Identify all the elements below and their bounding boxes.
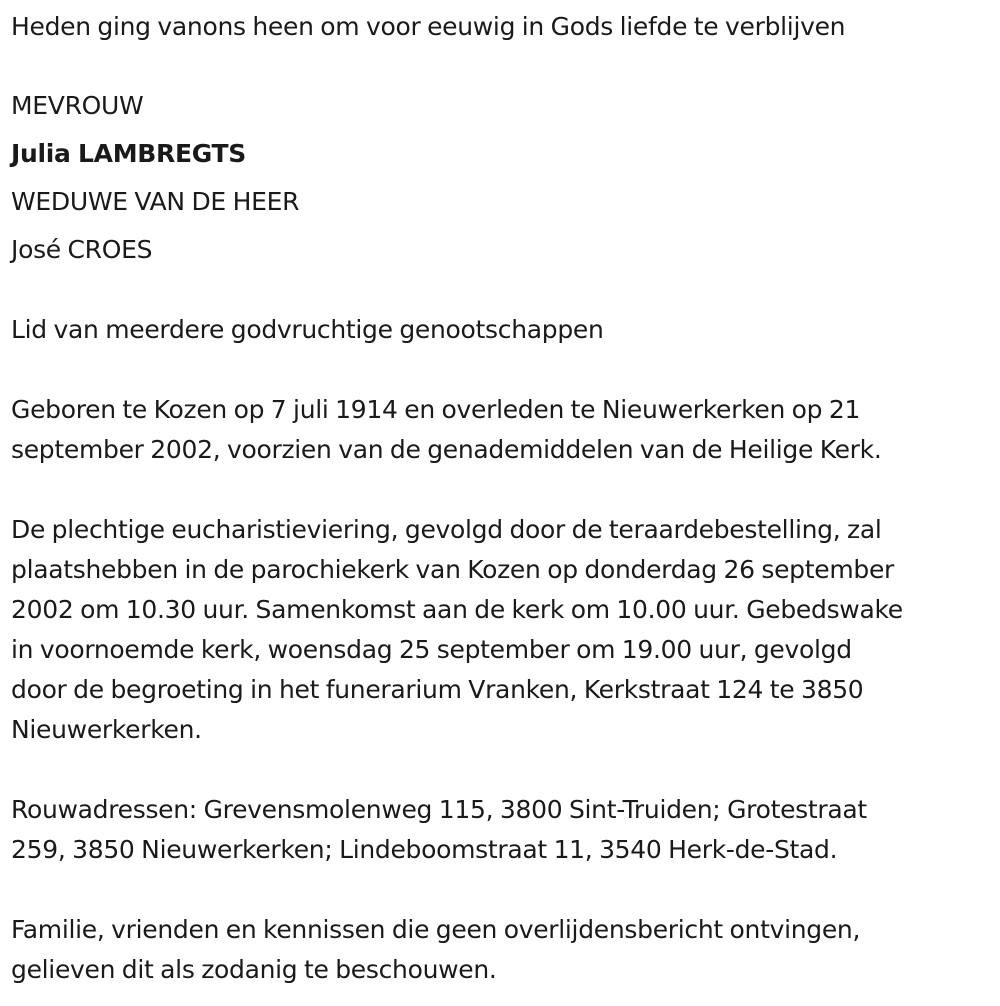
paragraph-line: Nieuwerkerken. — [11, 715, 202, 744]
paragraph-line: Familie, vrienden en kennissen die geen overlijdensbericht ontvingen, — [11, 915, 861, 944]
husband-name: José CROES — [11, 235, 153, 264]
paragraph-line: De plechtige eucharistieviering, gevolgd door de teraardebestelling, zal — [11, 515, 882, 544]
paragraph-line: plaatshebben in de parochiekerk van Kozen op donderdag 26 september — [11, 555, 895, 584]
deceased-name: Julia LAMBREGTS — [11, 139, 246, 168]
paragraph-line: door de begroeting in het funerarium Vranken, Kerkstraat 124 te 3850 — [11, 675, 864, 704]
funeral-service-paragraph — [11, 510, 996, 750]
paragraph-line: 259, 3850 Nieuwerkerken; Lindeboomstraat 11, 3540 Herk-de-Stad. — [11, 835, 838, 864]
paragraph-line: Rouwadressen: Grevensmolenweg 115, 3800 Sint-Truiden; Grotestraat — [11, 795, 867, 824]
paragraph-line: in voornoemde kerk, woensdag 25 september om 19.00 uur, gevolgd — [11, 635, 852, 664]
membership-line: Lid van meerdere godvruchtige genootschappen — [11, 315, 604, 344]
honorific-title: MEVROUW — [11, 91, 144, 120]
paragraph-line: Geboren te Kozen op 7 juli 1914 en overleden te Nieuwerkerken op 21 — [11, 395, 861, 424]
mourning-addresses-paragraph — [11, 790, 996, 870]
birth-death-paragraph — [11, 390, 996, 470]
family-note-paragraph — [11, 910, 996, 990]
paragraph-line: september 2002, voorzien van de genademiddelen van de Heilige Kerk. — [11, 435, 882, 464]
paragraph-line: gelieven dit als zodanig te beschouwen. — [11, 955, 497, 984]
intro-line: Heden ging vanons heen om voor eeuwig in Gods liefde te verblijven — [11, 12, 846, 41]
widow-of-line: WEDUWE VAN DE HEER — [11, 187, 300, 216]
paragraph-line: 2002 om 10.30 uur. Samenkomst aan de kerk om 10.00 uur. Gebedswake — [11, 595, 903, 624]
